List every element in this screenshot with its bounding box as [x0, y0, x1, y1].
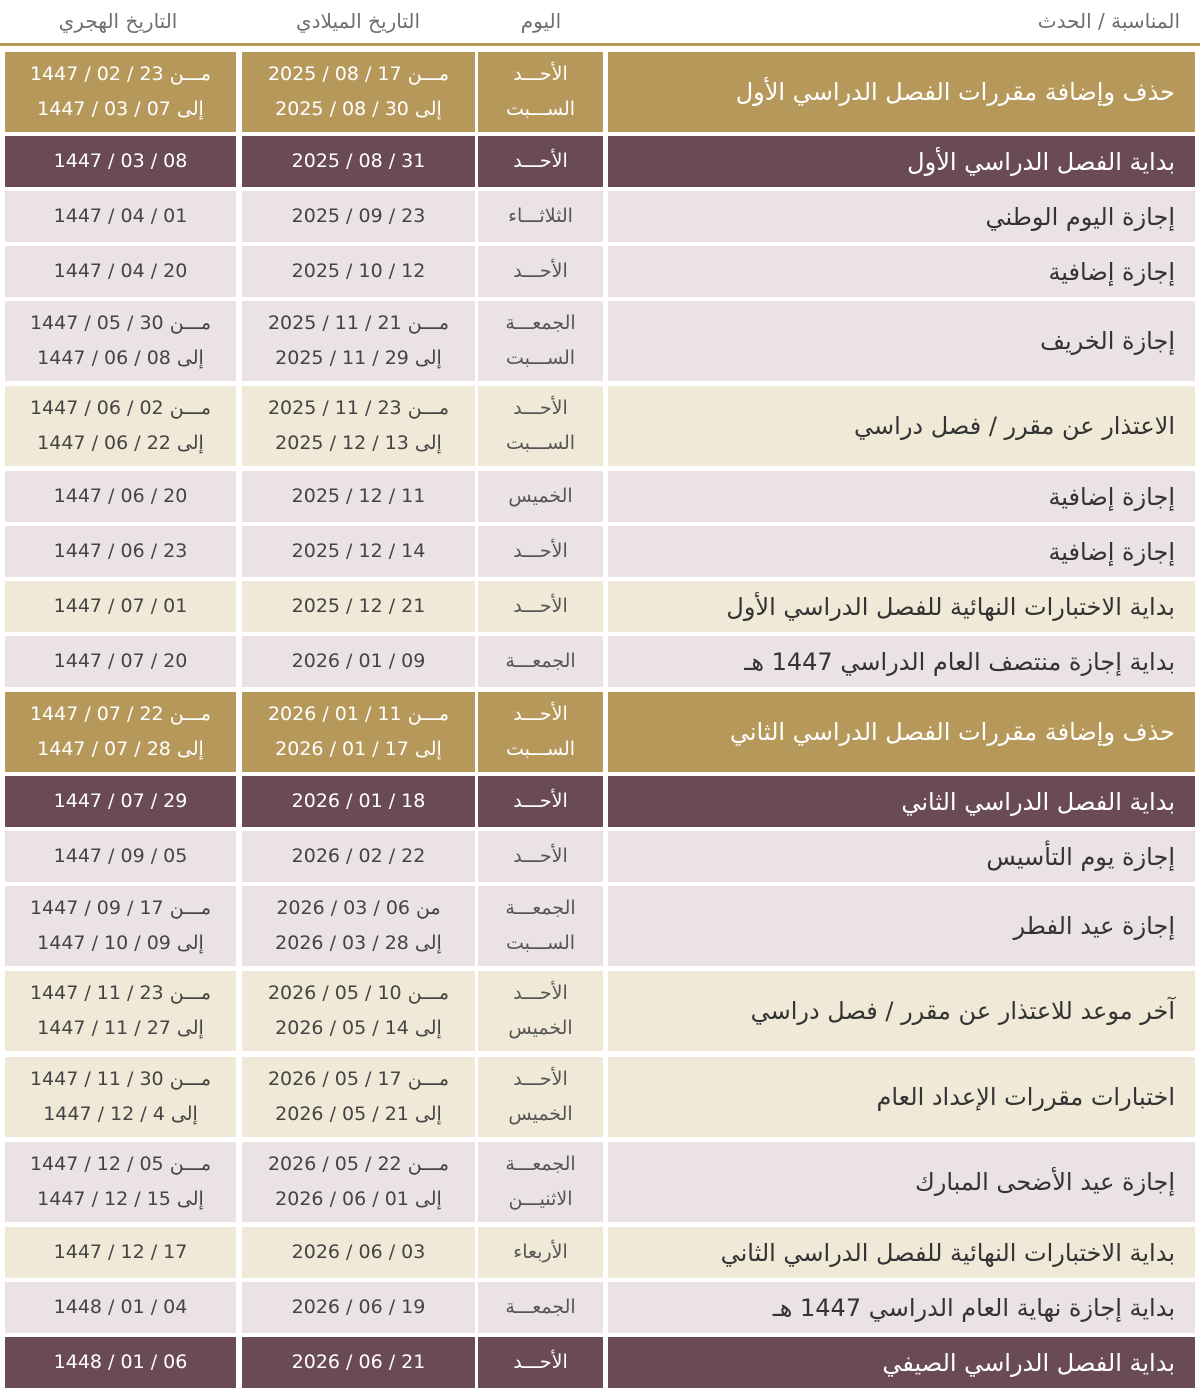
cell-gregorian — [242, 776, 475, 827]
hijri-line: 29 / 07 / 1447 — [53, 790, 188, 812]
header-gregorian: التاريخ الميلادي — [295, 9, 420, 33]
day-line: الخميس — [508, 1103, 573, 1125]
day-line: الأحـــد — [513, 1351, 568, 1373]
gregorian-line: إلى 29 / 11 / 2025 — [275, 347, 442, 369]
cell-event: إجازة إضافية — [608, 246, 1195, 297]
day-line: الســـبت — [505, 932, 576, 954]
cell-gregorian — [242, 471, 475, 522]
day-line: الســـبت — [505, 347, 576, 369]
cell-gregorian — [242, 526, 475, 577]
hijri-line: إلى 09 / 10 / 1447 — [37, 932, 204, 954]
cell-day — [478, 886, 603, 966]
day-line: الجمعـــة — [505, 1296, 576, 1318]
cell-day — [478, 191, 603, 242]
day-line: الأحـــد — [513, 703, 568, 725]
day-line: الخميس — [508, 1017, 573, 1039]
gregorian-line: إلى 30 / 08 / 2025 — [275, 98, 442, 120]
cell-event: إجازة يوم التأسيس — [608, 831, 1195, 882]
hijri-line: 01 / 07 / 1447 — [53, 595, 188, 617]
hijri-line: إلى 28 / 07 / 1447 — [37, 738, 204, 760]
cell-event: إجازة عيد الفطر — [608, 886, 1195, 966]
cell-day — [478, 581, 603, 632]
day-line: الأحـــد — [513, 260, 568, 282]
cell-day — [478, 1227, 603, 1278]
cell-day — [478, 971, 603, 1051]
header-event: المناسبة / الحدث — [1037, 9, 1180, 33]
cell-hijri — [5, 1227, 236, 1278]
gregorian-line: مـــن 11 / 01 / 2026 — [267, 703, 450, 725]
cell-gregorian — [242, 581, 475, 632]
cell-hijri — [5, 471, 236, 522]
hijri-line: إلى 22 / 06 / 1447 — [37, 432, 204, 454]
cell-hijri — [5, 301, 236, 381]
cell-hijri — [5, 526, 236, 577]
cell-hijri — [5, 886, 236, 966]
hijri-line: 01 / 04 / 1447 — [53, 205, 188, 227]
gregorian-line: مـــن 10 / 05 / 2026 — [267, 982, 450, 1004]
gregorian-line: مـــن 23 / 11 / 2025 — [267, 397, 450, 419]
cell-event: إجازة عيد الأضحى المبارك — [608, 1142, 1195, 1222]
gregorian-line: 31 / 08 / 2025 — [291, 150, 426, 172]
cell-day — [478, 301, 603, 381]
day-line: الســـبت — [505, 738, 576, 760]
cell-event: آخر موعد للاعتذار عن مقرر / فصل دراسي — [608, 971, 1195, 1051]
day-line: الخميس — [508, 485, 573, 507]
cell-event: حذف وإضافة مقررات الفصل الدراسي الثاني — [608, 692, 1195, 772]
hijri-line: 05 / 09 / 1447 — [53, 845, 188, 867]
hijri-line: إلى 15 / 12 / 1447 — [37, 1188, 204, 1210]
cell-hijri — [5, 1142, 236, 1222]
day-line: الجمعـــة — [505, 312, 576, 334]
gregorian-line: 22 / 02 / 2026 — [291, 845, 426, 867]
cell-hijri — [5, 581, 236, 632]
cell-day — [478, 1282, 603, 1333]
cell-hijri — [5, 776, 236, 827]
day-line: الجمعـــة — [505, 897, 576, 919]
hijri-line: مـــن 23 / 02 / 1447 — [29, 63, 212, 85]
cell-hijri — [5, 971, 236, 1051]
day-line: الأربعاء — [513, 1241, 568, 1263]
gregorian-line: 18 / 01 / 2026 — [291, 790, 426, 812]
cell-event: بداية إجازة نهاية العام الدراسي 1447 هـ — [608, 1282, 1195, 1333]
cell-gregorian — [242, 1142, 475, 1222]
cell-day — [478, 52, 603, 132]
gregorian-line: إلى 17 / 01 / 2026 — [275, 738, 442, 760]
hijri-line: مـــن 30 / 05 / 1447 — [29, 312, 212, 334]
hijri-line: مـــن 30 / 11 / 1447 — [29, 1068, 212, 1090]
gregorian-line: إلى 13 / 12 / 2025 — [275, 432, 442, 454]
cell-gregorian — [242, 136, 475, 187]
cell-gregorian — [242, 246, 475, 297]
cell-gregorian — [242, 1282, 475, 1333]
gregorian-line: مـــن 22 / 05 / 2026 — [267, 1153, 450, 1175]
day-line: الســـبت — [505, 432, 576, 454]
hijri-line: 20 / 06 / 1447 — [53, 485, 188, 507]
hijri-line: 23 / 06 / 1447 — [53, 540, 188, 562]
cell-day — [478, 386, 603, 466]
gregorian-line: مـــن 17 / 05 / 2026 — [267, 1068, 450, 1090]
cell-day — [478, 692, 603, 772]
cell-hijri — [5, 636, 236, 687]
cell-event: بداية إجازة منتصف العام الدراسي 1447 هـ — [608, 636, 1195, 687]
cell-event: بداية الاختبارات النهائية للفصل الدراسي الثاني — [608, 1227, 1195, 1278]
gregorian-line: 03 / 06 / 2026 — [291, 1241, 426, 1263]
cell-gregorian — [242, 692, 475, 772]
gregorian-line: 19 / 06 / 2026 — [291, 1296, 426, 1318]
cell-hijri — [5, 831, 236, 882]
day-line: الجمعـــة — [505, 650, 576, 672]
cell-hijri — [5, 246, 236, 297]
gregorian-line: 11 / 12 / 2025 — [291, 485, 426, 507]
hijri-line: مـــن 05 / 12 / 1447 — [29, 1153, 212, 1175]
cell-hijri — [5, 386, 236, 466]
hijri-line: مـــن 23 / 11 / 1447 — [29, 982, 212, 1004]
cell-hijri — [5, 52, 236, 132]
hijri-line: 20 / 07 / 1447 — [53, 650, 188, 672]
hijri-line: إلى 4 / 12 / 1447 — [43, 1103, 198, 1125]
day-line: الاثنيـــن — [508, 1188, 573, 1210]
cell-event: اختبارات مقررات الإعداد العام — [608, 1057, 1195, 1137]
cell-hijri — [5, 191, 236, 242]
hijri-line: مـــن 02 / 06 / 1447 — [29, 397, 212, 419]
hijri-line: 06 / 01 / 1448 — [53, 1351, 188, 1373]
hijri-line: 08 / 03 / 1447 — [53, 150, 188, 172]
day-line: الأحـــد — [513, 595, 568, 617]
cell-gregorian — [242, 52, 475, 132]
cell-gregorian — [242, 301, 475, 381]
gregorian-line: من 06 / 03 / 2026 — [276, 897, 441, 919]
hijri-line: إلى 08 / 06 / 1447 — [37, 347, 204, 369]
cell-event: إجازة إضافية — [608, 471, 1195, 522]
day-line: الثلاثـــاء — [508, 205, 573, 227]
cell-hijri — [5, 136, 236, 187]
cell-day — [478, 1337, 603, 1388]
hijri-line: إلى 27 / 11 / 1447 — [37, 1017, 204, 1039]
gregorian-line: إلى 28 / 03 / 2026 — [275, 932, 442, 954]
cell-hijri — [5, 1282, 236, 1333]
cell-gregorian — [242, 971, 475, 1051]
cell-hijri — [5, 1337, 236, 1388]
day-line: الجمعـــة — [505, 1153, 576, 1175]
hijri-line: 20 / 04 / 1447 — [53, 260, 188, 282]
cell-event: بداية الفصل الدراسي الأول — [608, 136, 1195, 187]
cell-event: إجازة إضافية — [608, 526, 1195, 577]
day-line: الأحـــد — [513, 1068, 568, 1090]
header-hijri: التاريخ الهجري — [58, 9, 178, 33]
day-line: الأحـــد — [513, 982, 568, 1004]
day-line: الأحـــد — [513, 63, 568, 85]
cell-day — [478, 1142, 603, 1222]
cell-gregorian — [242, 1057, 475, 1137]
hijri-line: إلى 07 / 03 / 1447 — [37, 98, 204, 120]
cell-gregorian — [242, 831, 475, 882]
cell-hijri — [5, 692, 236, 772]
day-line: الأحـــد — [513, 845, 568, 867]
cell-gregorian — [242, 1227, 475, 1278]
cell-event: إجازة الخريف — [608, 301, 1195, 381]
gregorian-line: 21 / 06 / 2026 — [291, 1351, 426, 1373]
cell-day — [478, 831, 603, 882]
hijri-line: مـــن 22 / 07 / 1447 — [29, 703, 212, 725]
cell-event: بداية الفصل الدراسي الصيفي — [608, 1337, 1195, 1388]
hijri-line: 17 / 12 / 1447 — [53, 1241, 188, 1263]
cell-gregorian — [242, 191, 475, 242]
cell-day — [478, 1057, 603, 1137]
cell-gregorian — [242, 386, 475, 466]
cell-day — [478, 471, 603, 522]
gregorian-line: 14 / 12 / 2025 — [291, 540, 426, 562]
day-line: الأحـــد — [513, 150, 568, 172]
gregorian-line: مـــن 17 / 08 / 2025 — [267, 63, 450, 85]
day-line: الأحـــد — [513, 397, 568, 419]
cell-day — [478, 636, 603, 687]
gregorian-line: إلى 01 / 06 / 2026 — [275, 1188, 442, 1210]
header-day: اليوم — [520, 9, 562, 33]
gregorian-line: 12 / 10 / 2025 — [291, 260, 426, 282]
cell-hijri — [5, 1057, 236, 1137]
cell-day — [478, 136, 603, 187]
gregorian-line: إلى 14 / 05 / 2026 — [275, 1017, 442, 1039]
gregorian-line: إلى 21 / 05 / 2026 — [275, 1103, 442, 1125]
cell-gregorian — [242, 636, 475, 687]
cell-event: بداية الفصل الدراسي الثاني — [608, 776, 1195, 827]
cell-day — [478, 526, 603, 577]
cell-day — [478, 776, 603, 827]
day-line: الأحـــد — [513, 790, 568, 812]
hijri-line: 04 / 01 / 1448 — [53, 1296, 188, 1318]
gregorian-line: 09 / 01 / 2026 — [291, 650, 426, 672]
hijri-line: مـــن 17 / 09 / 1447 — [29, 897, 212, 919]
cell-gregorian — [242, 1337, 475, 1388]
cell-day — [478, 246, 603, 297]
cell-event: حذف وإضافة مقررات الفصل الدراسي الأول — [608, 52, 1195, 132]
day-line: الأحـــد — [513, 540, 568, 562]
gregorian-line: 21 / 12 / 2025 — [291, 595, 426, 617]
gregorian-line: 23 / 09 / 2025 — [291, 205, 426, 227]
cell-event: بداية الاختبارات النهائية للفصل الدراسي الأول — [608, 581, 1195, 632]
cell-gregorian — [242, 886, 475, 966]
cell-event: إجازة اليوم الوطني — [608, 191, 1195, 242]
cell-event: الاعتذار عن مقرر / فصل دراسي — [608, 386, 1195, 466]
gregorian-line: مـــن 21 / 11 / 2025 — [267, 312, 450, 334]
day-line: الســـبت — [505, 98, 576, 120]
